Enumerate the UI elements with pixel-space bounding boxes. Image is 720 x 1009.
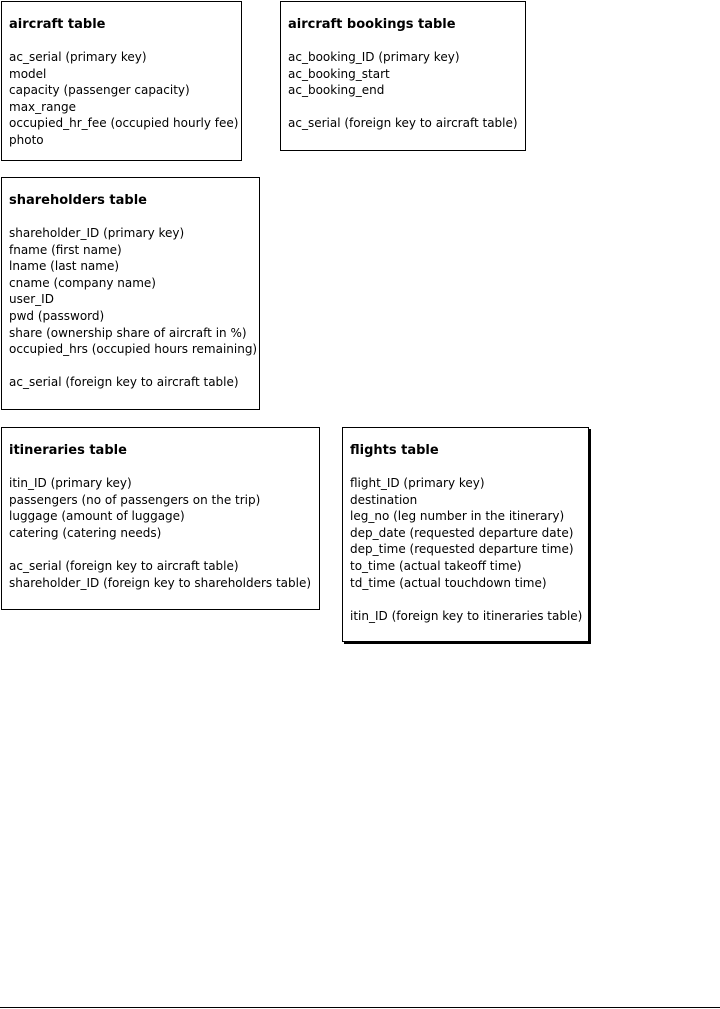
- table-field: lname (last name): [9, 259, 120, 274]
- table-field: user_ID: [9, 292, 54, 307]
- field-spacer: [288, 99, 525, 116]
- shareholders-table: [1, 177, 260, 410]
- table-field: max_range: [9, 99, 77, 114]
- table-field: dep_date (requested departure date): [350, 525, 574, 540]
- table-field: model: [9, 66, 47, 81]
- foreign-key-field: ac_serial (foreign key to aircraft table): [9, 375, 239, 390]
- field-list: [9, 475, 319, 591]
- foreign-key-field: ac_serial (foreign key to aircraft table): [288, 116, 518, 131]
- table-field: destination: [350, 492, 418, 507]
- table-field: luggage (amount of luggage): [9, 509, 185, 524]
- table-field: occupied_hr_fee (occupied hourly fee): [9, 116, 239, 131]
- table-field: to_time (actual takeoff time): [350, 558, 522, 573]
- field-spacer: [9, 358, 259, 375]
- table-field: capacity (passenger capacity): [9, 83, 190, 98]
- table-field: ac_booking_start: [288, 66, 390, 81]
- foreign-key-field: shareholder_ID (foreign key to shareholders table): [9, 575, 312, 590]
- table-field: share (ownership share of aircraft in %): [9, 325, 247, 340]
- table-field: td_time (actual touchdown time): [350, 575, 547, 590]
- primary-key-field: shareholder_ID (primary key): [9, 226, 185, 240]
- page-bottom-rule: [0, 1007, 720, 1008]
- table-field: catering (catering needs): [9, 525, 162, 540]
- primary-key-field: ac_serial (primary key): [9, 50, 147, 64]
- primary-key-field: itin_ID (primary key): [9, 476, 132, 490]
- aircraft-bookings-table: [280, 1, 526, 151]
- table-title: aircraft table: [9, 17, 106, 32]
- foreign-key-field: ac_serial (foreign key to aircraft table): [9, 558, 239, 573]
- flights-table: [342, 427, 589, 642]
- table-title: flights table: [350, 443, 439, 458]
- field-list: [288, 49, 525, 132]
- field-list: [350, 475, 588, 624]
- table-field: pwd (password): [9, 308, 105, 323]
- table-field: passengers (no of passengers on the trip): [9, 492, 261, 507]
- field-spacer: [9, 541, 319, 558]
- table-title: aircraft bookings table: [288, 17, 456, 32]
- field-spacer: [350, 591, 588, 608]
- aircraft-table: [1, 1, 242, 161]
- itineraries-table: [1, 427, 320, 610]
- table-title: itineraries table: [9, 443, 127, 458]
- table-field: dep_time (requested departure time): [350, 542, 574, 557]
- table-field: leg_no (leg number in the itinerary): [350, 509, 565, 524]
- table-title: shareholders table: [9, 193, 147, 208]
- table-field: ac_booking_end: [288, 83, 385, 98]
- foreign-key-field: itin_ID (foreign key to itineraries table): [350, 608, 583, 623]
- field-list: [9, 225, 259, 391]
- primary-key-field: flight_ID (primary key): [350, 476, 485, 490]
- table-field: photo: [9, 132, 44, 147]
- table-field: fname (first name): [9, 242, 122, 257]
- field-list: [9, 49, 241, 149]
- table-field: occupied_hrs (occupied hours remaining): [9, 342, 258, 357]
- primary-key-field: ac_booking_ID (primary key): [288, 50, 460, 64]
- table-field: cname (company name): [9, 275, 156, 290]
